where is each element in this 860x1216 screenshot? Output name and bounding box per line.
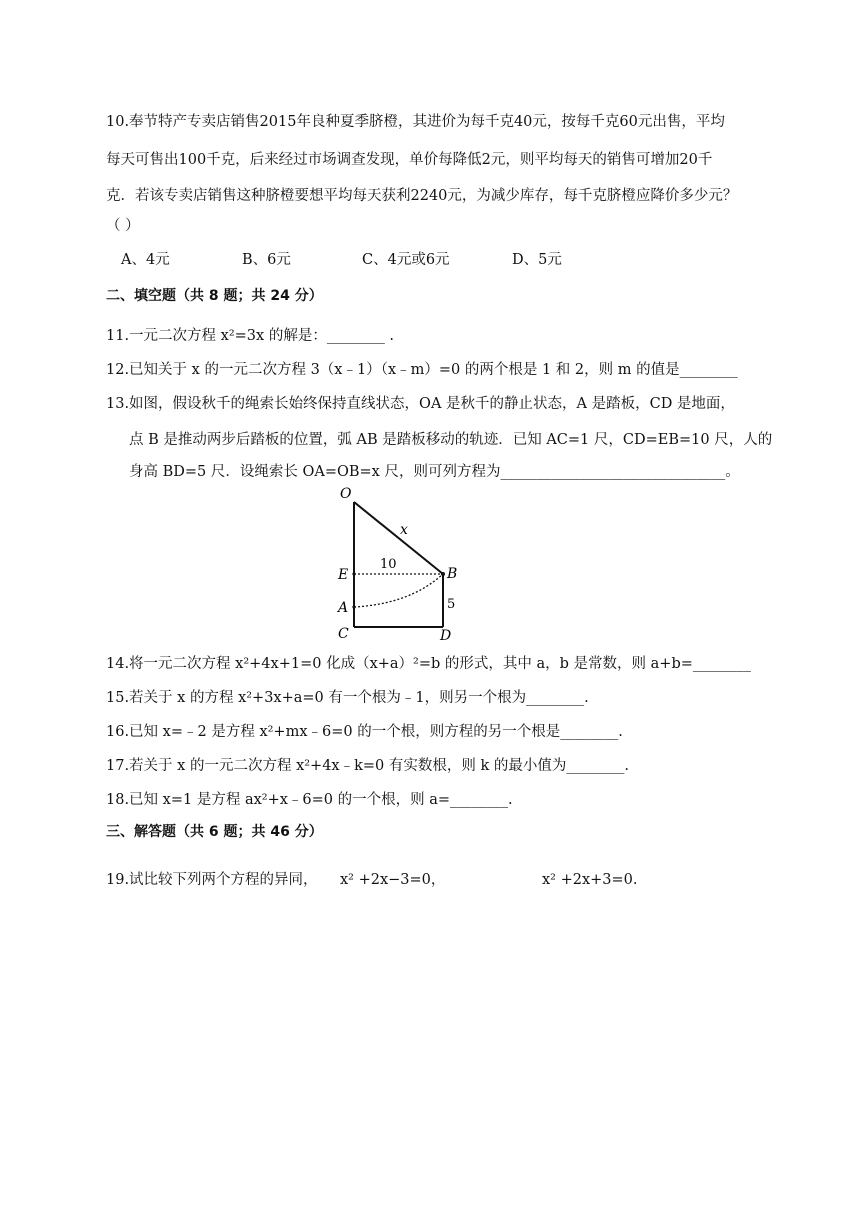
q13-line1: 13.如图，假设秋千的绳索长始终保持直线状态，OA 是秋千的静止状态，A 是踏板，CD 是地面， bbox=[106, 396, 735, 412]
section-answer-heading: 三、解答题（共 6 题；共 46 分） bbox=[106, 824, 323, 840]
point-b bbox=[441, 572, 445, 576]
q17: 17.若关于 x 的一元二次方程 x²+4x﹣k=0 有实数根，则 k 的最小值为________. bbox=[106, 758, 629, 774]
q10-option-d: D、5元 bbox=[512, 252, 562, 268]
q13-line3: 身高 BD=5 尺．设绳索长 OA=OB=x 尺，则可列方程为_______________________________。 bbox=[129, 464, 740, 480]
label-o: O bbox=[340, 486, 352, 502]
q15: 15.若关于 x 的方程 x²+3x+a=0 有一个根为﹣1，则另一个根为________. bbox=[106, 690, 589, 706]
q10-line3: 克．若该专卖店销售这种脐橙要想平均每天获利2240元，为减少库存，每千克脐橙应降价多少元？ bbox=[106, 188, 738, 204]
label-10: 10 bbox=[380, 557, 397, 572]
q10-line2: 每天可售出100千克，后来经过市场调查发现，单价每降低2元，则平均每天的销售可增加20千 bbox=[106, 152, 713, 168]
q10-option-a: A、4元 bbox=[121, 252, 170, 268]
label-x: x bbox=[400, 522, 408, 538]
point-a bbox=[352, 605, 355, 608]
q10-option-c: C、4元或6元 bbox=[362, 252, 450, 268]
q16: 16.已知 x=﹣2 是方程 x²+mx﹣6=0 的一个根，则方程的另一个根是________. bbox=[106, 724, 623, 740]
swing-figure bbox=[330, 482, 470, 644]
label-e: E bbox=[338, 567, 349, 583]
rope-ob bbox=[354, 502, 443, 574]
q10-option-b: B、6元 bbox=[242, 252, 291, 268]
label-b: B bbox=[447, 566, 458, 582]
q19-equation-1: x² +2x−3=0， bbox=[340, 872, 446, 888]
point-e bbox=[352, 572, 355, 575]
q13-line2: 点 B 是推动两步后踏板的位置，弧 AB 是踏板移动的轨迹．已知 AC=1 尺，CD=EB=10 尺，人的 bbox=[129, 432, 773, 448]
label-a: A bbox=[338, 600, 349, 616]
section-fill-in-heading: 二、填空题（共 8 题；共 24 分） bbox=[106, 288, 323, 304]
q18: 18.已知 x=1 是方程 ax²+x﹣6=0 的一个根，则 a=________. bbox=[106, 792, 513, 808]
label-5: 5 bbox=[447, 597, 456, 612]
q10-line4: （ ） bbox=[106, 218, 140, 234]
q12: 12.已知关于 x 的一元二次方程 3（x﹣1）（x﹣m）=0 的两个根是 1 和 2，则 m 的值是________ bbox=[106, 362, 738, 378]
label-d: D bbox=[440, 628, 452, 644]
q19-equation-2: x² +2x+3=0. bbox=[542, 872, 638, 888]
q11: 11.一元二次方程 x²=3x 的解是：________ . bbox=[106, 328, 395, 344]
label-c: C bbox=[338, 626, 349, 642]
arc-ab bbox=[354, 574, 443, 607]
q14: 14.将一元二次方程 x²+4x+1=0 化成（x+a）²=b 的形式，其中 a，b 是常数，则 a+b=________ bbox=[106, 656, 751, 672]
q19-prefix: 19.试比较下列两个方程的异同， bbox=[106, 872, 318, 888]
q10-line1: 10.奉节特产专卖店销售2015年良种夏季脐橙，其进价为每千克40元，按每千克60元出售，平均 bbox=[106, 114, 725, 130]
